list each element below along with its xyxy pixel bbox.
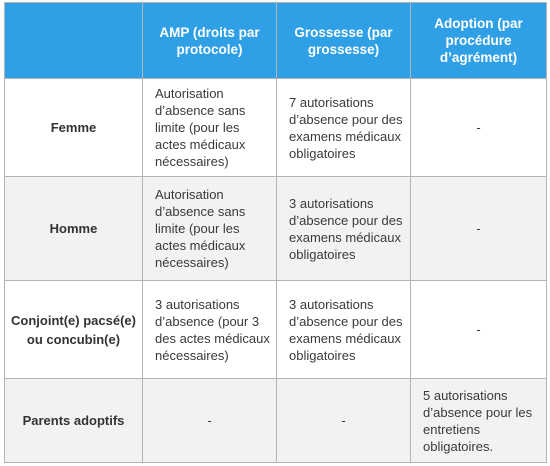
row-label: Conjoint(e) pacsé(e) ou concubin(e)	[5, 281, 143, 379]
cell-amp: Autorisation d’absence sans limite (pour les actes médicaux nécessaires)	[143, 79, 277, 177]
table-row-parents-adoptifs	[5, 379, 547, 463]
cell-amp: 3 autorisations d’absence (pour 3 des actes médicaux nécessaires)	[143, 281, 277, 379]
row-label: Femme	[5, 79, 143, 177]
table-row-femme	[5, 79, 547, 177]
cell-grossesse: 3 autorisations d’absence pour des examens médicaux obligatoires	[277, 177, 411, 281]
header-corner	[5, 3, 143, 79]
cell-adoption: -	[411, 79, 547, 177]
row-label: Homme	[5, 177, 143, 281]
header-row	[5, 3, 547, 79]
row-label: Parents adoptifs	[5, 379, 143, 463]
leave-rights-table	[4, 2, 547, 463]
header-amp: AMP (droits par protocole)	[143, 3, 277, 79]
table-row-homme	[5, 177, 547, 281]
cell-adoption: -	[411, 281, 547, 379]
header-grossesse: Grossesse (par grossesse)	[277, 3, 411, 79]
cell-amp: Autorisation d’absence sans limite (pour les actes médicaux nécessaires)	[143, 177, 277, 281]
header-adoption: Adoption (par procédure d’agrément)	[411, 3, 547, 79]
table-row-conjoint	[5, 281, 547, 379]
cell-grossesse: 3 autorisations d’absence pour des examens médicaux obligatoires	[277, 281, 411, 379]
cell-amp: -	[143, 379, 277, 463]
cell-grossesse: 7 autorisations d’absence pour des examens médicaux obligatoires	[277, 79, 411, 177]
cell-adoption: 5 autorisations d’absence pour les entretiens obligatoires.	[411, 379, 547, 463]
cell-grossesse: -	[277, 379, 411, 463]
cell-adoption: -	[411, 177, 547, 281]
